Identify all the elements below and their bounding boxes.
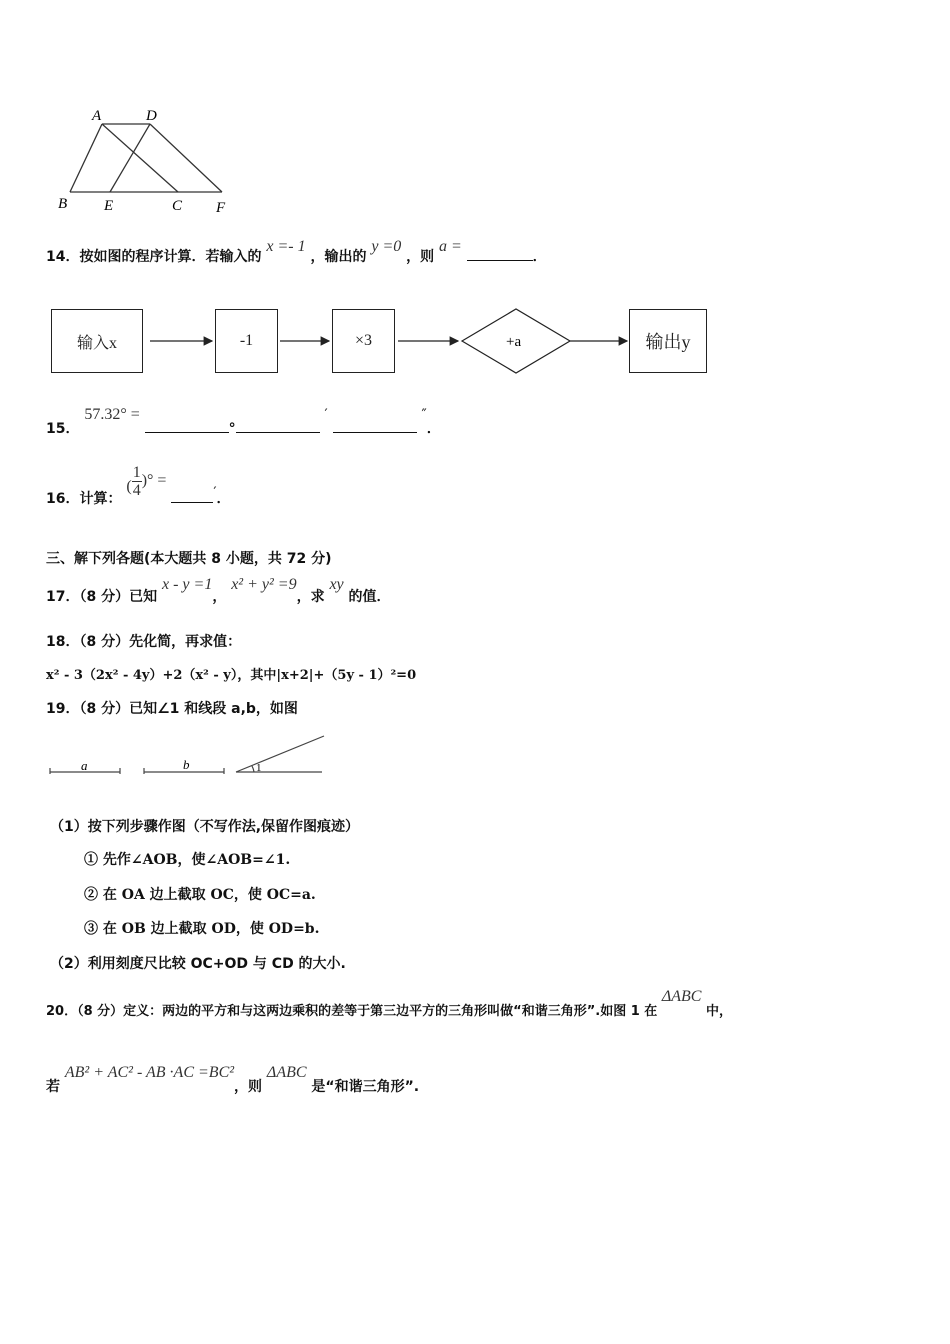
q16-paren-close: )° = <box>141 472 167 489</box>
q14-text3: ，则 <box>406 249 435 265</box>
q17-sep: ， <box>212 589 227 605</box>
q17-end: 的值． <box>348 589 391 605</box>
q14-cond1: x =- 1 <box>266 238 306 255</box>
q20-line1-end: 中， <box>705 1004 732 1019</box>
q16-min: ′ <box>213 485 217 501</box>
q19-label-angle-1: 1 <box>256 762 262 774</box>
q15-minute-blank[interactable] <box>236 420 320 433</box>
q14-text1: 按如图的程序计算．若输入的 <box>79 249 262 265</box>
q20-if: 若 <box>46 1079 60 1095</box>
label-D: D <box>146 108 157 124</box>
trapezoid-figure <box>50 100 250 220</box>
q20-text1: 20．（8 分）定义：两边的平方和与这两边乘积的差等于第三边平方的三角形叫做“和谐三角形”.如图 1 在 <box>46 1004 658 1019</box>
question-20-line2 <box>46 1062 420 1095</box>
q17-text: ，求 <box>296 589 325 605</box>
flow-output-box <box>629 309 707 373</box>
q20-formula: AB² + AC² - AB ·AC =BC² <box>64 1064 235 1081</box>
q19-figure <box>44 728 334 784</box>
question-18-expr: x² - 3（2x² - 4y）+2（x² - y），其中|x+2|+（5y - 1）²=0 <box>46 668 417 683</box>
flow-input-box <box>51 309 143 373</box>
label-E: E <box>104 198 114 214</box>
flow-times-three-label: ×3 <box>354 332 373 349</box>
q15-deg: ° <box>228 421 236 437</box>
q19-step-1: ① 先作∠AOB，使∠AOB=∠1. <box>84 852 291 868</box>
question-15 <box>46 404 441 437</box>
q19-part2: （2）利用刻度尺比较 OC+OD 与 CD 的大小. <box>50 956 346 972</box>
q16-denominator: 4 <box>132 482 141 499</box>
flow-plus-a-label: +a <box>506 334 522 350</box>
q20-then: ，则 <box>234 1079 263 1095</box>
q16-paren-open: ( <box>126 478 132 495</box>
q17-ask: xy <box>329 576 344 593</box>
label-A: A <box>92 108 102 124</box>
q14-text2: ，输出的 <box>310 249 367 265</box>
q17-prefix: 17．（8 分）已知 <box>46 589 158 605</box>
question-18-title: 18．（8 分）先化简，再求值： <box>46 634 242 650</box>
q15-min: ′ <box>324 407 328 423</box>
q15-number: 15． <box>46 421 80 437</box>
q14-cond2: y =0 <box>371 238 402 255</box>
q16-answer-blank[interactable] <box>171 490 213 503</box>
q20-triangle: ΔABC <box>661 988 702 1005</box>
q20-triangle-2: ΔABC <box>266 1064 307 1081</box>
q15-degree-blank[interactable] <box>145 420 229 433</box>
q19-step-2: ② 在 OA 边上截取 OC，使 OC=a. <box>84 887 316 903</box>
section-3-title: 三、解下列各题(本大题共 8 小题，共 72 分) <box>46 551 332 567</box>
q14-number: 14． <box>46 249 80 265</box>
q16-fraction <box>132 464 142 499</box>
q17-cond1: x - y =1 <box>161 576 213 593</box>
q20-conclusion: 是“和谐三角形”. <box>311 1079 420 1095</box>
q14-end: ． <box>532 249 547 265</box>
flow-minus-one-label: -1 <box>239 332 254 349</box>
q19-label-a: a <box>81 758 88 773</box>
q19-step-3: ③ 在 OB 边上截取 OD，使 OD=b. <box>84 921 320 937</box>
flow-output-label: 输出y <box>645 332 691 352</box>
question-17 <box>46 574 391 605</box>
q16-numerator: 1 <box>132 464 141 481</box>
q15-sec: ″ <box>421 407 427 423</box>
q15-second-blank[interactable] <box>333 420 417 433</box>
label-C: C <box>172 198 183 214</box>
question-19-title: 19．（8 分）已知∠1 和线段 a,b，如图 <box>46 701 298 717</box>
question-16 <box>46 464 231 508</box>
q15-end: ． <box>426 421 441 437</box>
q19-part1: （1）按下列步骤作图（不写作法,保留作图痕迹） <box>50 819 360 835</box>
q14-ask: a = <box>439 238 462 255</box>
q17-cond2: x² + y² =9 <box>231 576 297 593</box>
question-20-line1 <box>46 986 732 1019</box>
q16-end: ． <box>216 491 231 507</box>
q15-expr: 57.32° = <box>84 406 140 423</box>
flow-plus-a-diamond <box>460 307 572 375</box>
q16-label: 16．计算： <box>46 491 122 507</box>
flow-input-label: 输入x <box>76 334 117 352</box>
label-B: B <box>58 196 68 212</box>
question-14 <box>46 236 547 266</box>
label-F: F <box>216 200 226 216</box>
q14-answer-blank[interactable] <box>467 248 533 261</box>
q19-label-b: b <box>183 757 190 772</box>
